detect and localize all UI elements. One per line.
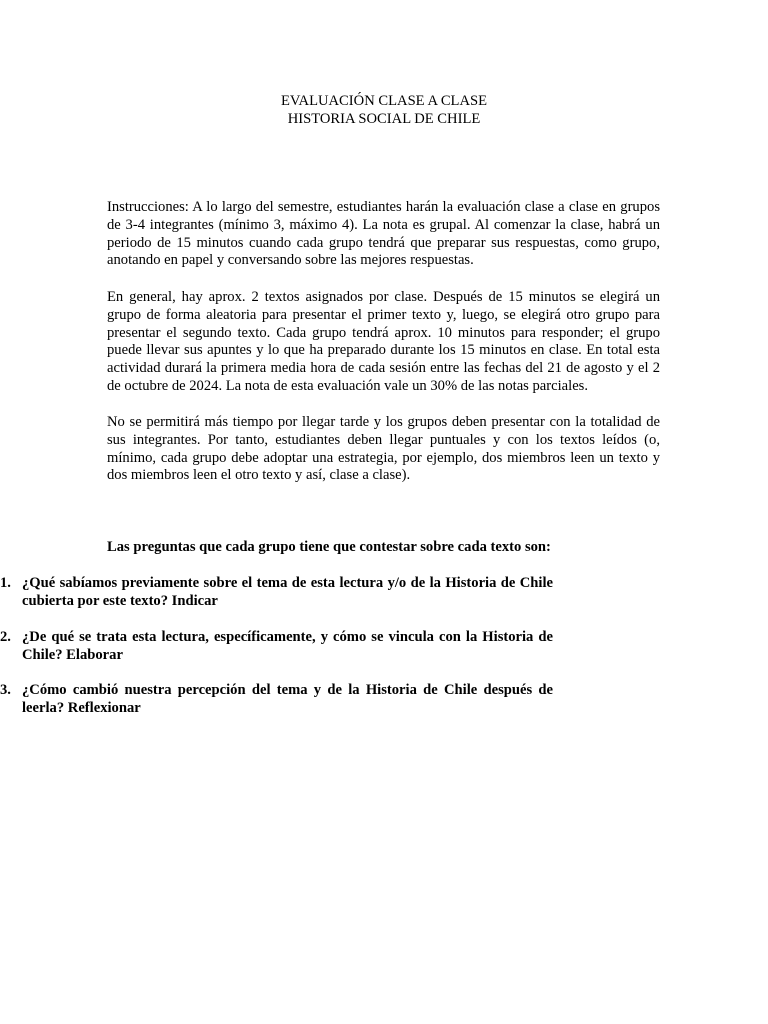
- question-item: [0, 628, 553, 664]
- question-item: [0, 574, 553, 610]
- question-number: 1.: [0, 575, 11, 591]
- question-number: 2.: [0, 629, 11, 645]
- question-text: ¿Qué sabíamos previamente sobre el tema de esta lectura y/o de la Historia de Chile cubierta por este texto? Indicar: [22, 575, 553, 609]
- question-text: ¿De qué se trata esta lectura, específicamente, y cómo se vincula con la Historia de Chile? Elaborar: [22, 629, 553, 663]
- question-text: ¿Cómo cambió nuestra percepción del tema y de la Historia de Chile después de leerla? Reflexionar: [22, 682, 553, 716]
- texts-paragraph: En general, hay aprox. 2 textos asignados por clase. Después de 15 minutos se elegirá un grupo de forma aleatoria para presentar el primer texto y, luego, se elegirá otro grupo para presentar el segundo texto. Cada grupo tendrá aprox. 10 minutos para responder; el grupo puede llevar sus apuntes y lo que ha preparado durante los 15 minutos en clase. En total esta actividad durará la primera media hora de cada sesión entre las fechas del 21 de agosto y el 2 de octubre de 2024. La nota de esta evaluación vale un 30% de las notas parciales.: [107, 289, 660, 394]
- document-title: [0, 92, 768, 128]
- title-line-1: EVALUACIÓN CLASE A CLASE: [280, 93, 488, 109]
- rules-paragraph: No se permitirá más tiempo por llegar tarde y los grupos deben presentar con la totalidad de sus integrantes. Por tanto, estudiantes deben llegar puntuales y con los textos leídos (o, mínimo, cada grupo debe adoptar una estrategia, por ejemplo, dos miembros leen un texto y dos miembros leen el otro texto y así, clase a clase).: [107, 414, 660, 484]
- question-number: 3.: [0, 682, 11, 698]
- title-line-2: HISTORIA SOCIAL DE CHILE: [287, 111, 481, 127]
- questions-heading: Las preguntas que cada grupo tiene que contestar sobre cada texto son:: [107, 539, 551, 555]
- instructions-paragraph: Instrucciones: A lo largo del semestre, estudiantes harán la evaluación clase a clase en grupos de 3-4 integrantes (mínimo 3, máximo 4). La nota es grupal. Al comenzar la clase, habrá un periodo de 15 minutos cuando cada grupo tendrá que preparar sus respuestas, como grupo, anotando en papel y conversando sobre las mejores respuestas.: [107, 199, 660, 269]
- question-item: [0, 681, 553, 717]
